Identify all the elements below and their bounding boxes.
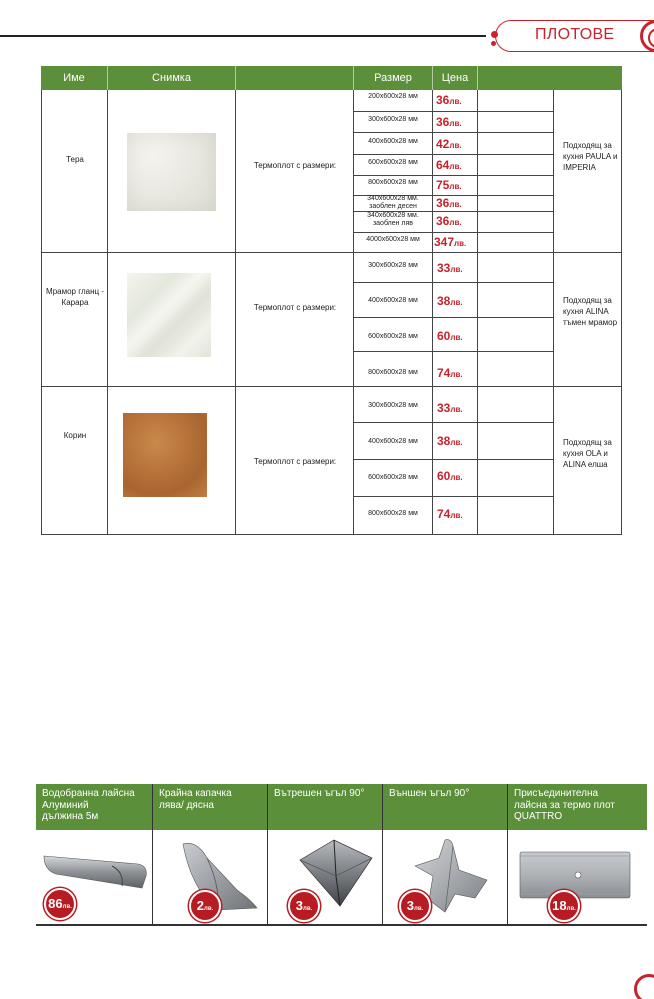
price-label: 36лв.: [436, 196, 462, 210]
corner-logo-icon: [634, 974, 654, 999]
product-name: Мрамор гланц - Карара: [46, 287, 104, 307]
size-label: 600x600x28 мм: [368, 474, 418, 481]
price-label: 74лв.: [437, 366, 463, 380]
size-label: 340x600x28 мм. заоблен десен: [367, 195, 419, 210]
price-label: 33лв.: [437, 261, 463, 275]
size-label: 300x600x28 мм: [368, 402, 418, 409]
product-type: Термоплот с размери:: [253, 457, 337, 466]
price-label: 36лв.: [436, 93, 462, 107]
header-rule: [0, 35, 486, 37]
price-badge: 3лв.: [399, 890, 431, 922]
price-badge: 86лв.: [44, 888, 76, 920]
size-label: 600x600x28 мм: [368, 333, 418, 340]
price-label: 347лв.: [434, 235, 467, 249]
accessory-title: Вътрешен ъгъл 90°: [268, 784, 382, 830]
decor-dot: [491, 41, 496, 46]
product-name: Тера: [66, 155, 84, 164]
price-badge: 2лв.: [189, 890, 221, 922]
price-label: 38лв.: [437, 294, 463, 308]
price-badge: 3лв.: [288, 890, 320, 922]
size-label: 300x600x28 мм: [368, 262, 418, 269]
accessories-strip: [36, 784, 647, 926]
size-label: 4000x600x28 мм: [366, 236, 420, 243]
accessory-card: [36, 784, 152, 924]
price-label: 36лв.: [436, 214, 462, 228]
price-label: 38лв.: [437, 434, 463, 448]
price-label: 60лв.: [437, 329, 463, 343]
size-label: 200x600x28 мм: [368, 93, 418, 100]
accessory-card: [508, 784, 647, 924]
size-label: 800x600x28 мм: [368, 510, 418, 517]
accessory-title: Присъединителна лайсна за термо плот QUATTRO: [508, 784, 647, 830]
product-type: Термоплот с размери:: [253, 303, 337, 312]
price-label: 74лв.: [437, 507, 463, 521]
aluminium-profile-icon: [42, 844, 152, 894]
size-label: 300x600x28 мм: [368, 116, 418, 123]
accessory-card: [383, 784, 507, 924]
product-swatch: [127, 273, 211, 357]
size-label: 400x600x28 мм: [368, 138, 418, 145]
product-note: Подходящ за кухня OLA и ALINA елша: [563, 438, 612, 469]
size-label: 400x600x28 мм: [368, 297, 418, 304]
product-note: Подходящ за кухня ALINA тъмен мрамор: [563, 296, 618, 327]
joining-strip-icon: [518, 850, 636, 902]
col-header-photo: Снимка: [152, 72, 191, 84]
product-type: Термоплот с размери:: [253, 161, 337, 170]
size-label: 340x600x28 мм. заоблен ляв: [367, 212, 419, 227]
product-swatch: [127, 133, 216, 211]
products-table: [41, 66, 622, 535]
decor-dot: [491, 31, 498, 38]
size-label: 600x600x28 мм: [368, 159, 418, 166]
price-label: 60лв.: [437, 469, 463, 483]
size-label: 800x600x28 мм: [368, 369, 418, 376]
price-label: 42лв.: [436, 137, 462, 151]
accessory-title: Външен ъгъл 90°: [383, 784, 507, 830]
price-badge: 18лв.: [548, 890, 580, 922]
product-name: Корин: [63, 431, 87, 440]
table-header: [41, 66, 622, 90]
product-note: Подходящ за кухня PAULA и IMPERIA: [563, 141, 618, 172]
col-header-price: Цена: [441, 72, 469, 84]
price-label: 33лв.: [437, 401, 463, 415]
price-label: 36лв.: [436, 115, 462, 129]
accessory-card: [153, 784, 267, 924]
col-header-name: Име: [63, 72, 85, 84]
size-label: 400x600x28 мм: [368, 438, 418, 445]
size-label: 800x600x28 мм: [368, 179, 418, 186]
price-label: 75лв.: [436, 178, 462, 192]
accessory-title: Водобранна лайсна Алуминий дължина 5м: [36, 784, 152, 830]
price-label: 64лв.: [436, 158, 462, 172]
section-title: ПЛОТОВЕ: [535, 26, 615, 43]
col-header-size: Размер: [374, 72, 412, 84]
accessory-title: Крайна капачка лява/ дясна: [153, 784, 267, 830]
product-swatch: [123, 413, 207, 497]
accessory-card: [268, 784, 382, 924]
